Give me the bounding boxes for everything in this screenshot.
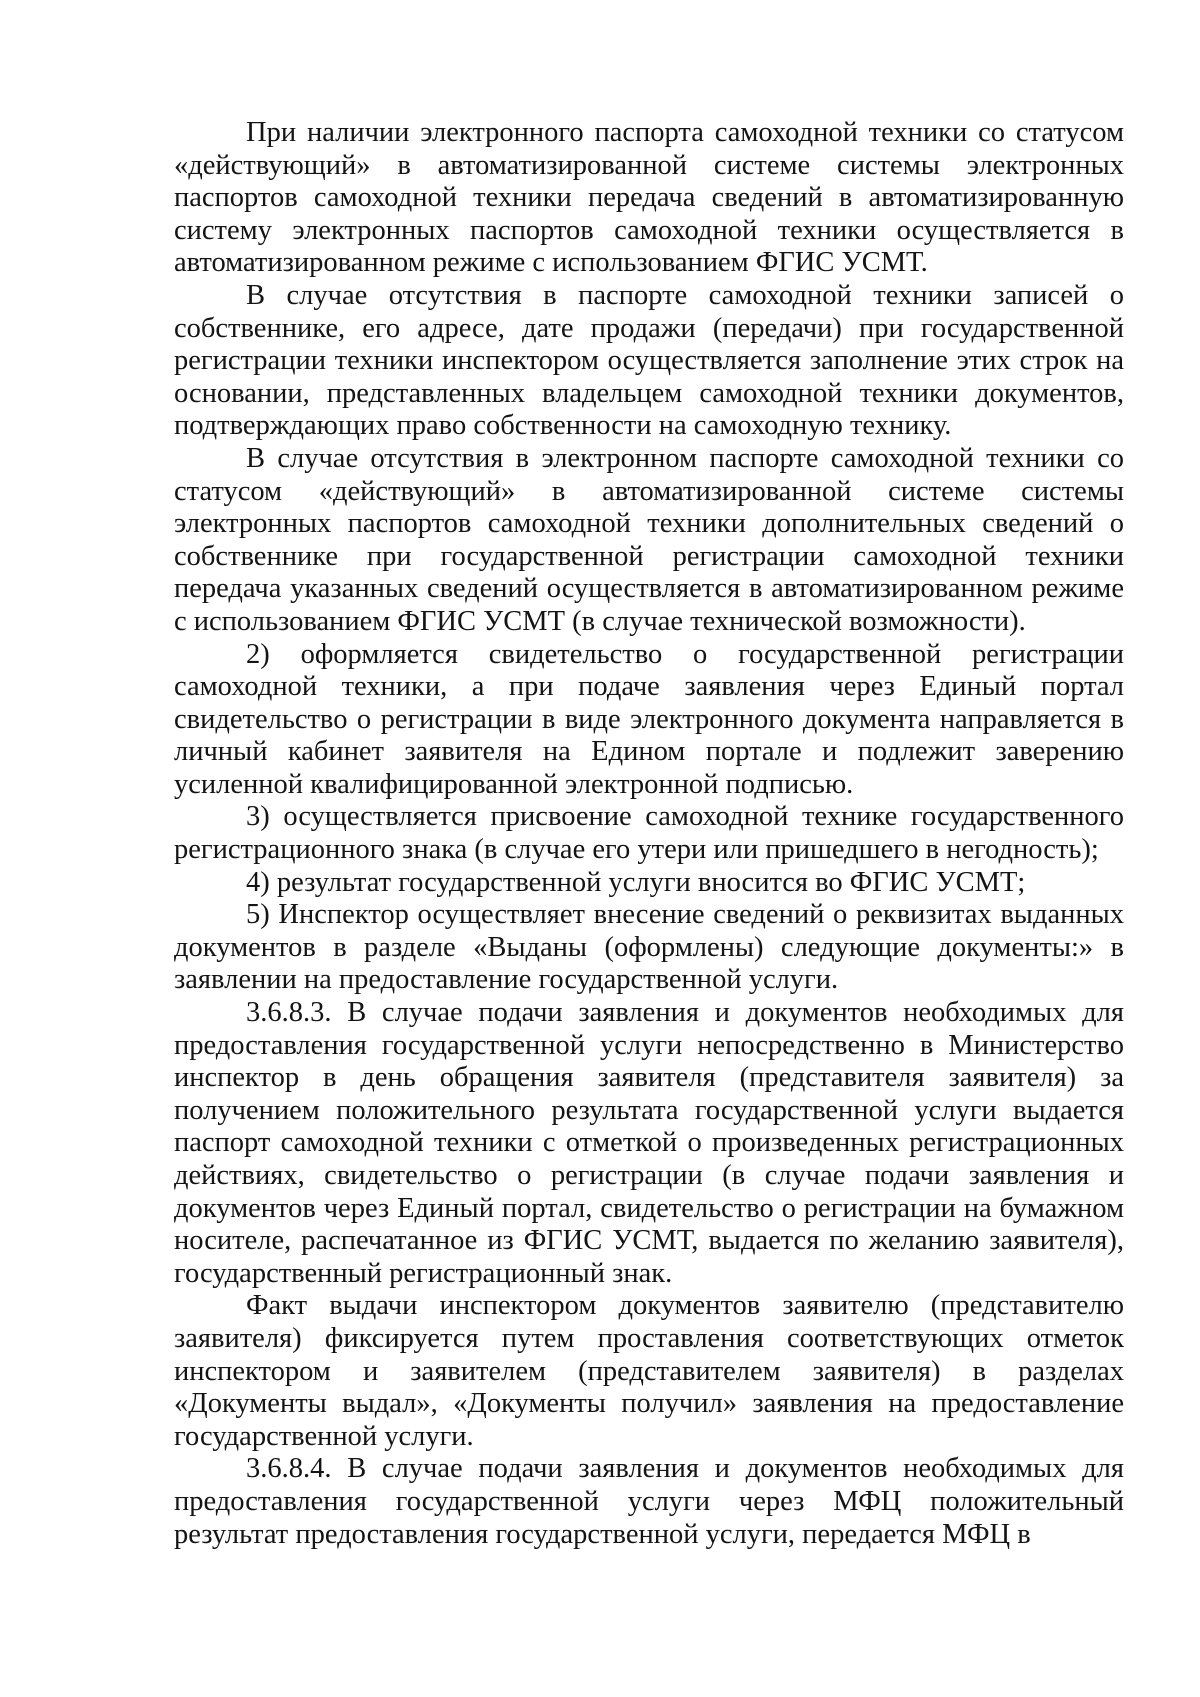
- paragraph-item-3-registration-plate: 3) осуществляется присвоение самоходной технике государственного регистрационного знака (в случае его утери или пришедшего в негодность);: [174, 801, 1124, 866]
- paragraph-item-4-result-entry: 4) результат государственной услуги вносится во ФГИС УСМТ;: [246, 866, 1026, 898]
- paragraph-missing-additional-info: В случае отсутствия в электронном паспорте самоходной техники со статусом «действующий» в автоматизированной системе системы электронных паспортов самоходной техники дополнительных сведений о собственнике при государственной регистрации самоходной техники передача указанных сведений осуществляется в автоматизированном режиме с использованием ФГИС УСМТ (в случае технической возможности).: [174, 442, 1124, 637]
- paragraph-section-3-6-8-4: 3.6.8.4. В случае подачи заявления и документов необходимых для предоставления государственной услуги через МФЦ положительный результат предоставления государственной услуги, передается МФЦ в: [174, 1453, 1124, 1550]
- document-body: [174, 117, 1124, 1551]
- paragraph-electronic-passport: При наличии электронного паспорта самоходной техники со статусом «действующий» в автоматизированной системе системы электронных паспортов самоходной техники передача сведений в автоматизированную систему электронных паспортов самоходной техники осуществляется в автоматизированном режиме с использованием ФГИС УСМТ.: [174, 117, 1124, 279]
- paragraph-section-3-6-8-3: 3.6.8.3. В случае подачи заявления и документов необходимых для предоставления государственной услуги непосредственно в Министерство инспектор в день обращения заявителя (представителя заявителя) за получением положительного результата государственной услуги выдается паспорт самоходной техники с отметкой о произведенных регистрационных действиях, свидетельство о регистрации (в случае подачи заявления и документов через Единый портал, свидетельство о регистрации на бумажном носителе, распечатанное из ФГИС УСМТ, выдается по желанию заявителя), государственный регистрационный знак.: [174, 997, 1124, 1289]
- paragraph-item-2-certificate: 2) оформляется свидетельство о государственной регистрации самоходной техники, а при подаче заявления через Единый портал свидетельство о регистрации в виде электронного документа направляется в личный кабинет заявителя на Едином портале и подлежит заверению усиленной квалифицированной электронной подписью.: [174, 638, 1124, 800]
- paragraph-missing-owner-records: В случае отсутствия в паспорте самоходной техники записей о собственнике, его адресе, дате продажи (передачи) при государственной регистрации техники инспектором осуществляется заполнение этих строк на основании, представленных владельцем самоходной техники документов, подтверждающих право собственности на самоходную технику.: [174, 279, 1124, 442]
- paragraph-item-5-inspector-records: 5) Инспектор осуществляет внесение сведений о реквизитах выданных документов в разделе «Выданы (оформлены) следующие документы:» в заявлении на предоставление государственной услуги.: [174, 899, 1124, 996]
- paragraph-issuance-fact: Факт выдачи инспектором документов заявителю (представителю заявителя) фиксируется путем проставления соответствующих отметок инспектором и заявителем (представителем заявителя) в разделах «Документы выдал», «Документы получил» заявления на предоставление государственной услуги.: [174, 1290, 1124, 1452]
